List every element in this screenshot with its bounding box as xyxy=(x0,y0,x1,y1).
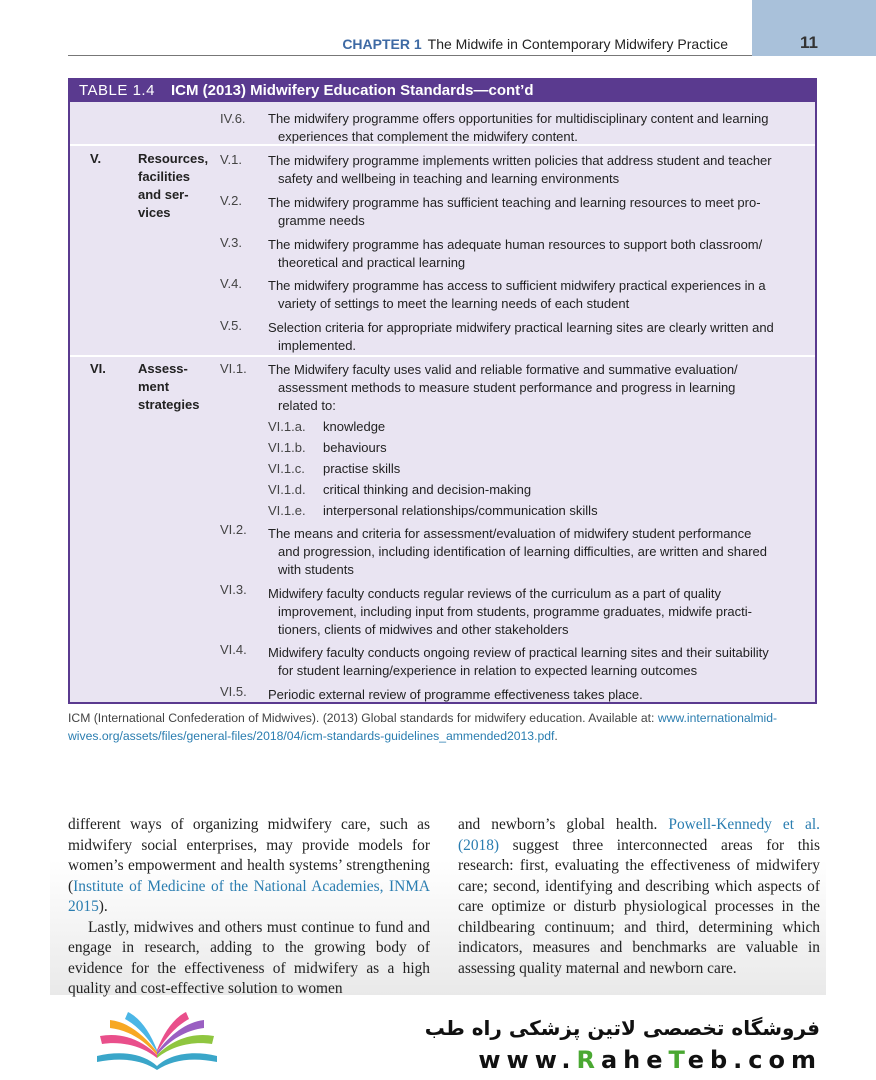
standard-text-line: The midwifery programme has access to sufficient midwifery practical experiences in a xyxy=(268,278,766,293)
standard-text-line: Midwifery faculty conducts regular reviews of the curriculum as a part of quality xyxy=(268,586,722,601)
section-label-line: ment xyxy=(138,379,170,394)
standard-text xyxy=(268,110,813,146)
watermark-store-name: فروشگاه تخصصی لاتین پزشکی راه طب xyxy=(424,1016,820,1040)
section-number: V. xyxy=(90,151,102,166)
standard-code: VI.2. xyxy=(220,522,247,537)
standard-text xyxy=(268,585,813,639)
standard-text-line: experiences that complement the midwifery content. xyxy=(278,129,578,144)
standard-text-line: improvement, including input from students, programme graduates, midwife practi- xyxy=(278,604,752,619)
subitem-code: VI.1.e. xyxy=(268,503,306,518)
standard-code: VI.5. xyxy=(220,684,247,699)
standard-code: VI.3. xyxy=(220,582,247,597)
source-link[interactable]: www.internationalmidwives.org/assets/files/general-files/2018/04/icm-standards-guidelines_ammended2013.pdf xyxy=(68,711,778,743)
subitem-text: interpersonal relationships/communication skills xyxy=(323,503,598,518)
subitem-text: practise skills xyxy=(323,461,401,476)
source-end: . xyxy=(554,729,558,743)
paragraph-text: and newborn’s global health. xyxy=(458,816,669,833)
citation-link[interactable]: Powell-Kennedy et al. (2018) xyxy=(458,816,820,854)
standard-text-line: safety and wellbeing in teaching and learning environments xyxy=(278,171,620,186)
standard-text xyxy=(268,152,813,188)
standard-code: V.3. xyxy=(220,235,242,250)
citation-link[interactable]: Institute of Medicine of the National Academies, INMA 2015 xyxy=(68,877,430,915)
standard-text xyxy=(268,236,813,272)
standard-text-line: The midwifery programme has sufficient teaching and learning resources to meet pro- xyxy=(268,195,761,210)
subitem-code: VI.1.c. xyxy=(268,461,305,476)
watermark-url-part: eb.com xyxy=(687,1046,822,1074)
standard-text-line: The means and criteria for assessment/evaluation of midwifery student performance xyxy=(268,526,752,541)
subitem-code: VI.1.d. xyxy=(268,482,306,497)
subitem-text: knowledge xyxy=(323,419,386,434)
watermark-url-part: R xyxy=(576,1046,601,1074)
standard-text xyxy=(268,525,813,579)
standard-text-line: assessment methods to measure student performance and progress in learning xyxy=(278,380,736,395)
standard-text xyxy=(268,686,813,704)
standard-code: V.2. xyxy=(220,193,242,208)
standard-code: V.1. xyxy=(220,152,242,167)
standard-text-line: tioners, clients of midwives and other stakeholders xyxy=(278,622,569,637)
standard-text-line: Midwifery faculty conducts ongoing review of practical learning sites and their suitability xyxy=(268,645,769,660)
standard-text-line: related to: xyxy=(278,398,336,413)
standard-text xyxy=(268,277,813,313)
book-logo-icon xyxy=(92,1010,222,1070)
subitem-code: VI.1.a. xyxy=(268,419,306,434)
standard-code: V.4. xyxy=(220,276,242,291)
section-label-line: and ser- xyxy=(138,187,189,202)
standard-text-line: variety of settings to meet the learning needs of each student xyxy=(278,296,630,311)
education-standards-table xyxy=(68,78,817,704)
paragraph-text: different ways of organizing midwifery care, such as midwifery social enterprises, may provide models for women’s empowerment and health systems’ strengthening ( xyxy=(68,816,430,895)
table-number: TABLE 1.4 xyxy=(79,82,155,99)
section-label-line: strategies xyxy=(138,397,200,412)
standard-text-line: and progression, including identification of learning difficulties, are written and shared xyxy=(278,544,767,559)
section-label-line: facilities xyxy=(138,169,191,184)
source-text: ICM (International Confederation of Midwives). (2013) Global standards for midwifery education. Available at: xyxy=(68,711,658,725)
paragraph-text: ). xyxy=(98,898,108,915)
standard-text-line: Periodic external review of programme effectiveness takes place. xyxy=(268,687,643,702)
standard-text-line: theoretical and practical learning xyxy=(278,255,466,270)
paragraph: Lastly, midwives and others must continue to fund and engage in research, adding to the growing body of evidence for the effectiveness of midwifery as a high quality and cost-effective solution to women xyxy=(68,918,430,997)
standard-text-line: implemented. xyxy=(278,338,357,353)
table-title: ICM (2013) Midwifery Education Standards—cont’d xyxy=(170,82,534,99)
table-title-bar xyxy=(70,80,815,102)
standard-text-line: The midwifery programme has adequate human resources to support both classroom/ xyxy=(268,237,763,252)
page-number: 11 xyxy=(800,33,818,52)
body-column-left xyxy=(68,815,430,1000)
standard-text-line: The Midwifery faculty uses valid and reliable formative and summative evaluation/ xyxy=(268,362,738,377)
subitem-text: behaviours xyxy=(323,440,387,455)
section-label-line: Assess- xyxy=(138,361,188,376)
section-label-line: Resources, xyxy=(138,151,209,166)
standard-text xyxy=(268,194,813,230)
standard-text-line: gramme needs xyxy=(278,213,365,228)
standard-code: IV.6. xyxy=(220,111,246,126)
standard-text-line: The midwifery programme implements written policies that address student and teacher xyxy=(268,153,772,168)
standard-code: VI.4. xyxy=(220,642,247,657)
chapter-label: CHAPTER 1 xyxy=(342,36,422,52)
section-number: VI. xyxy=(90,361,106,376)
table-source-note xyxy=(68,709,820,745)
subitem-text: critical thinking and decision-making xyxy=(323,482,532,497)
section-label-line: vices xyxy=(138,205,171,220)
paragraph-text: suggest three interconnected areas for this research: first, evaluating the effectiveness of midwifery care; second, identifying and describing which aspects of care optimize or disturb physiological processes in the childbearing continuum; and third, determining which indicators, measures and benchmarks are valuable in assessing quality maternal and newborn care. xyxy=(458,836,820,977)
watermark-url-part: T xyxy=(668,1046,688,1074)
subitem-code: VI.1.b. xyxy=(268,440,306,455)
chapter-title: The Midwife in Contemporary Midwifery Practice xyxy=(427,36,728,52)
paragraph xyxy=(458,815,820,979)
standard-code: VI.1. xyxy=(220,361,247,376)
standard-text-line: The midwifery programme offers opportunities for multidisciplinary content and learning xyxy=(268,111,769,126)
watermark-url-part: www. xyxy=(478,1046,577,1074)
section-divider xyxy=(70,355,815,357)
standard-code: V.5. xyxy=(220,318,242,333)
page-number-tab xyxy=(752,0,876,56)
watermark-url-part: ahe xyxy=(600,1046,669,1074)
body-column-right xyxy=(458,815,820,979)
running-header xyxy=(68,36,728,52)
standard-text xyxy=(268,644,813,680)
header-rule xyxy=(68,55,752,56)
section-label xyxy=(138,360,214,414)
standard-text xyxy=(268,361,813,415)
standard-text-line: for student learning/experience in relation to expected learning outcomes xyxy=(278,663,698,678)
paragraph xyxy=(68,815,430,918)
standard-text-line: Selection criteria for appropriate midwifery practical learning sites are clearly written and xyxy=(268,320,774,335)
standard-text xyxy=(268,319,813,355)
standard-text-line: with students xyxy=(278,562,354,577)
watermark-url xyxy=(462,1046,822,1074)
section-label xyxy=(138,150,214,222)
